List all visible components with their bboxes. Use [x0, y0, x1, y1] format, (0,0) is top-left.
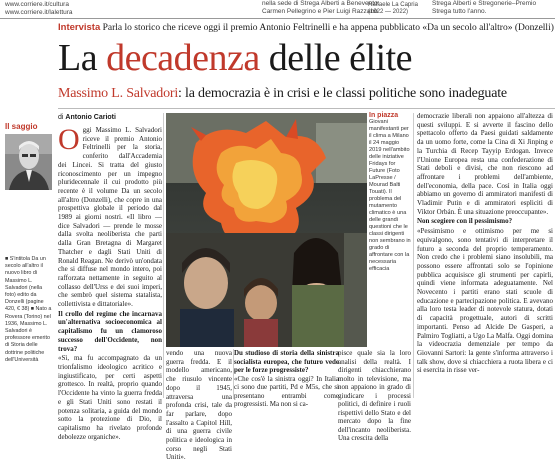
- column-4: democrazie liberali non appaiono all'altezza di questi sviluppi. E si avverte il fascino dello spettacolo offerto da Paesi guidati saldamente da un uomo forte, come la Cina di Xi Jinping e la Turchia di Recep Tayyip Erdogan. Invece l'Unione Europea resta una confederazione di Stati deboli e divisi, che non riescono ad affrontare i problemi dell'ambiente, dell'economia, della pace. Così in Italia oggi abbiamo un governo di ammiratori manifesti di Vladimir Putin e di ammiratori espliciti di Viktor Orbán. È una situazione preoccupante». Non scegiere con il pessimismo? «Pessimismo e ottimismo per me si equivalgono, sono tentativi di interpretare il futuro a seconda del proprio temperamento. Non credo che i problemi siano insolubili, ma possono essere affrontati solo se l'opinione pubblica acquisisce gli strumenti per capirli, quindi viene informata adeguatamente. Nel Novecento i partiti erano stati scuole di educazione e partecipazione politica. E avevano alla loro testa leader di notevole statura, dotati di capacità progettuale, autori di scritti importanti. Penso ad Alcide De Gasperi, a Palmiro Togliatti, a Ugo La Malfa. Oggi domina la videocrazia demenziale per tempo da Giovanni Sartori: la gente s'informa attraverso i talk show, dove si chiacchiera a ruota libera e ci si esercita in risse ver-: [417, 112, 553, 375]
- sub-rule: [58, 108, 555, 109]
- subhead-rest: : la democrazia è in crisi e le classi politiche sono inadeguate: [178, 86, 507, 101]
- headline: La decadenza delle élite: [58, 37, 413, 79]
- section-urls: [5, 1, 73, 16]
- top-obituary: Raffaele La Capria (1922 — 2022): [368, 2, 418, 15]
- photo-caption: [369, 112, 412, 273]
- sidebar-label: Il saggio: [5, 122, 38, 131]
- top-rule: [0, 18, 555, 19]
- subhead-name: Massimo L. Salvadori: [58, 86, 179, 101]
- kicker-text: Parla lo storico che riceve oggi il premio Antonio Feltrinelli e ha appena pubblicato «Da un secolo all'altro» (Donzelli): [100, 23, 554, 33]
- byline: di Antonio Carioti: [58, 114, 116, 121]
- url-cultura[interactable]: www.corriere.it/cultura: [5, 1, 69, 8]
- top-note-right: Strega Alberti e Stregonerie–Premio Strega tutto l'anno.: [432, 0, 537, 15]
- headline-accent: decadenza: [106, 37, 260, 79]
- box-question: Du studioso di storia della sinistra socialista europea, che futuro vede per le forze progressiste? «Che cos'è la sinistra oggi? In Italia ci sono due partiti, Pd e M5s, che si presentano entrambi come progressisti. Ma non si ca-: [234, 349, 339, 408]
- url-lalettura[interactable]: www.corriere.it/lalettura: [5, 8, 73, 16]
- kicker-label: Intervista: [58, 22, 101, 33]
- photo-caption-title: In piazza: [369, 112, 399, 119]
- subheadline: [58, 86, 555, 102]
- kicker: [58, 22, 554, 33]
- author-portrait: [5, 134, 52, 190]
- top-note: nella sede di Strega Alberti a Benevento. Carmen Pellegrino e Pier Luigi Razzano: [262, 0, 380, 15]
- column-divider: [163, 113, 164, 398]
- sidebar-caption: ■ S'intitola Da un secolo all'altro il nuovo libro di Massimo L. Salvadori (nella foto) edito da Donzelli (pagine 420, € 38) ■ Nato a Rovera (Torino) nel 1936, Massimo L. Salvadori è professore emerito di Storia delle dottrine politiche dell'Università: [5, 256, 52, 363]
- column-divider-right: [413, 113, 414, 398]
- photo-caption-text: Giovani manifestanti per il clima a Milano il 24 maggio 2019 nell'ambito delle iniziative Fridays for Future (Foto LaPresse / Mourad Balti Touati). Il problema del mutamento climatico è una delle grandi questioni che le classi dirigenti non sembrano in grado di affrontare con la necessaria efficacia: [369, 119, 411, 272]
- column-1: O ggi Massimo L. Salvadori riceve il premio Antonio Feltrinelli per la storia, conferito dall'Accademia dei Lincei. Si tratta del giusto riconoscimento per un impegno pluridecennale il cui prodotto più recente è il volume Da un secolo all'altro (Donzelli), che copre in una prospettiva globale il periodo dal 1989 ai giorni nostri. «Il libro — dice Salvadori — prende le mosse dalla svolta neoliberista che parti dalla Gran Bretagna di Margaret Thatcher e dagli Stati Uniti di Ronald Reagan. Ne derivò un'ondata che si diffuse nel mondo intero, poi rafforzata nettamente in seguito al collasso dell'Urss e dei suoi imperi, che sembrò quel sistema statalista, collettivista e dittatoriale». Il crollo del regime che incarnava un'alternativa socioeconomica al capitalismo fu un clamoroso successo dell'Occidente, non trova? «Sì, ma fu accompagnato da un trionfalismo ideologico acritico e ingiustificato, per certi aspetti grottesco. In realtà, proprio quando l'Occidente ha vinto la guerra fredda e gli Stati Uniti sono restati il potenza solitaria, a guida del mondo sotto la protezione di Dio, il capitalismo ha rivelato profonde debolezze organiche».: [58, 123, 162, 441]
- top-bar: [0, 0, 555, 17]
- box-answer: pisce quale sia la loro analisi della realtà. I dirigenti chiacchierano molto in televisione, ma non appaiono in grado di giudicare i processi politici, di definire i ruoli rispettivi dello Stato e del mercato dopo la fine dell'incanto neoliberista. Una crescita della: [338, 349, 411, 442]
- drop-cap: O: [58, 123, 80, 156]
- byline-author: Antonio Carioti: [65, 114, 116, 121]
- column-2: vendo una nuova guerra fredda. E il modello americano, che riusulo vincente dopo il 1945, attraversa una profonda crisi, tale da far parlare, dopo l'assalto a Capitol Hill, di una guerra civile politica e ideologica in corso negli Stati Uniti».: [166, 349, 232, 462]
- photo-protest: [166, 113, 367, 347]
